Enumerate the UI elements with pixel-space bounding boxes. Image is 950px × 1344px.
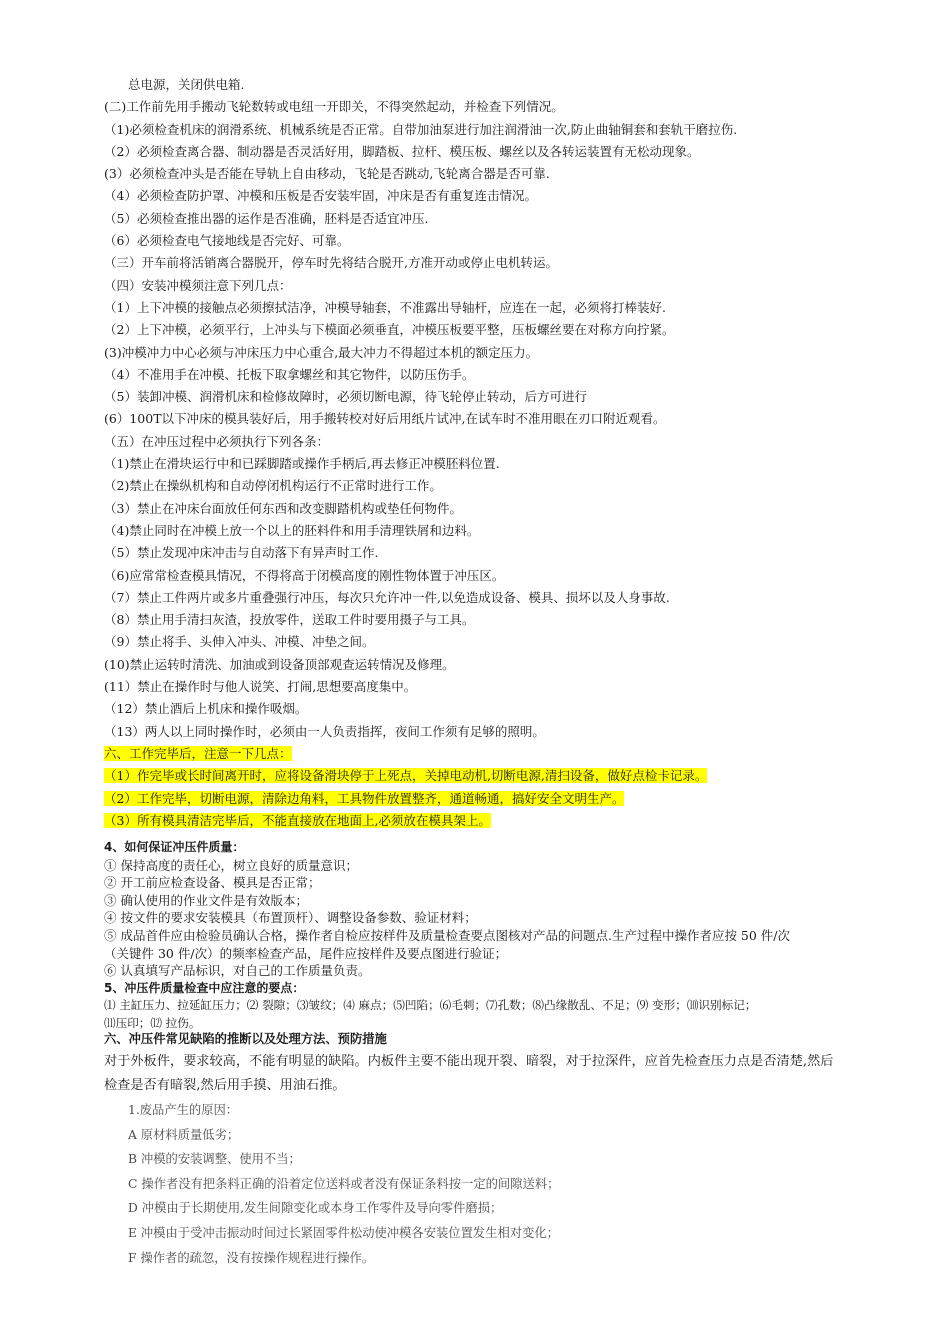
text-line — [104, 342, 864, 364]
line-text: （4）不准用手在冲模、托板下取拿螺丝和其它物件，以防压伤手。 — [104, 366, 475, 382]
list-item: A 原材料质量低劣； — [128, 1127, 240, 1142]
text-line: （关键件 30 件/次）的频率检查产品，尾件应按样件及要点图进行验证； — [104, 945, 508, 961]
line-text: （3）所有模具清洁完毕后，不能直接放在地面上,必须放在模具架上。 — [104, 812, 491, 828]
text-line — [104, 565, 864, 587]
highlighted-line — [104, 810, 864, 832]
text-line — [104, 676, 864, 698]
line-text: （三）开车前将活销离合器脱开，停车时先将结合脱开,方准开动或停止电机转运。 — [104, 255, 558, 271]
text-line — [104, 230, 864, 252]
text-line — [104, 252, 864, 274]
text-line — [104, 74, 864, 96]
text-line — [104, 631, 864, 653]
text-line — [104, 587, 864, 609]
text-line: ③ 确认使用的作业文件是有效版本； — [104, 892, 308, 908]
line-text: （1)禁止在滑块运行中和已踩脚踏或操作手柄后,再去修正冲模胚料位置. — [104, 456, 500, 472]
line-text: （四）安装冲模须注意下列几点： — [104, 277, 292, 293]
line-text: （5）必须检查推出器的运作是否准确，胚料是否适宜冲压. — [104, 210, 429, 226]
list-item: F 操作者的疏忽，没有按操作规程进行操作。 — [128, 1250, 375, 1265]
scrap-causes-list — [128, 1098, 848, 1270]
text-line — [104, 609, 864, 631]
text-line: ⑾压印；⑿ 拉伤。 — [104, 1015, 201, 1030]
line-text: （13）两人以上同时操作时，必须由一人负责指挥，夜间工作须有足够的照明。 — [104, 723, 545, 739]
text-line — [104, 297, 864, 319]
line-text: （9）禁止将手、头伸入冲头、冲模、冲垫之间。 — [104, 634, 375, 650]
defects-heading: 六、冲压件常见缺陷的推断以及处理方法、预防措施 — [104, 1032, 387, 1046]
safety-rules-section — [104, 74, 864, 832]
line-text: （7）禁止工件两片或多片重叠强行冲压，每次只允许冲一件,以免造成设备、模具、损坏以及人身事故. — [104, 589, 670, 605]
text-line — [104, 275, 864, 297]
text-line — [104, 408, 864, 430]
defects-section — [104, 1028, 864, 1098]
line-text: （3）禁止在冲床台面放任何东西和改变脚踏机构或垫任何物件。 — [104, 500, 462, 516]
line-text: （1)必须检查机床的润滑系统、机械系统是否正常。自带加油泵进行加注润滑油一次,防止曲轴铜套和套轨干磨拉伤. — [104, 121, 738, 137]
list-item: D 冲模由于长期使用,发生间隙变化或本身工作零件及导向零件磨损； — [128, 1201, 503, 1216]
line-text: (3)冲模冲力中心必须与冲床压力中心重合,最大冲力不得超过本机的额定压力。 — [104, 344, 539, 360]
line-text: (10)禁止运转时清洗、加油或到设备顶部观查运转情况及修理。 — [104, 656, 455, 672]
line-text: (3）必须检查冲头是否能在导轨上自由移动，飞轮是否跳动,飞轮离合器是否可靠. — [104, 166, 550, 182]
text-line — [104, 185, 864, 207]
list-item: C 操作者没有把条料正确的沿着定位送料或者没有保证条料按一定的间隙送料； — [128, 1176, 560, 1191]
section-heading: 5、冲压件质量检查中应注意的要点： — [104, 980, 305, 995]
text-line — [104, 431, 864, 453]
text-line: ② 开工前应检查设备、模具是否正常； — [104, 875, 321, 891]
line-text: （1）作完毕或长时间离开时，应将设备滑块停于上死点，关掉电动机,切断电源,清扫设备，做好点检卡记录。 — [104, 768, 708, 784]
text-line — [104, 721, 864, 743]
line-text: （5）禁止发现冲床冲击与自动落下有异声时工作. — [104, 545, 379, 561]
text-line — [104, 96, 864, 118]
list-item: 1.废品产生的原因： — [128, 1103, 239, 1117]
line-text: （5）装卸冲模、润滑机床和检修故障时，必须切断电源，待飞轮停止转动，后方可进行 — [104, 389, 587, 405]
text-line — [104, 654, 864, 676]
line-text: (6）100T以下冲床的模具装好后，用手搬转校对好后用纸片试冲,在试车时不准用眼在刃口附近观看。 — [104, 411, 666, 427]
line-text: (11）禁止在操作时与他人说笑、打闹,思想要高度集中。 — [104, 679, 417, 695]
text-line — [104, 119, 864, 141]
line-text: （2)禁止在操纵机构和自动停闭机构运行不正常时进行工作。 — [104, 478, 442, 494]
text-line — [104, 386, 864, 408]
line-text: （2）工作完毕，切断电源，清除边角料，工具物件放置整齐，通道畅通，搞好安全文明生产。 — [104, 790, 625, 806]
highlighted-line — [104, 788, 864, 810]
line-text: （2）必须检查离合器、制动器是否灵活好用，脚踏板、拉杆、模压板、螺丝以及各转运装置有无松动现象。 — [104, 143, 700, 159]
text-line — [104, 542, 864, 564]
highlighted-line — [104, 743, 864, 765]
line-text: 六、工作完毕后，注意一下几点： — [104, 745, 292, 761]
highlighted-line — [104, 765, 864, 787]
line-text: （6)应常常检查模具情况，不得将高于闭模高度的刚性物体置于冲压区。 — [104, 567, 505, 583]
line-text: （6）必须检查电气接地线是否完好、可靠。 — [104, 233, 350, 249]
text-line: ⑤ 成品首件应由检验员确认合格，操作者自检应按样件及质量检查要点图核对产品的问题点.生产过程中操作者应按 50 件/次 — [104, 927, 791, 943]
text-line — [104, 453, 864, 475]
list-item: E 冲模由于受冲击振动时间过长紧固零件松动使冲模各安装位置发生相对变化； — [128, 1225, 559, 1240]
text-line — [104, 520, 864, 542]
text-line — [104, 364, 864, 386]
text-line: ① 保持高度的责任心，树立良好的质量意识； — [104, 857, 358, 873]
paragraph-line: 检查是否有暗裂,然后用手摸、用油石推。 — [104, 1078, 346, 1093]
text-line: ⑥ 认真填写产品标识，对自己的工作质量负责。 — [104, 963, 371, 979]
line-text: （1）上下冲模的接触点必须擦拭洁净，冲模导轴套，不准露出导轴杆，应连在一起，必须将打棒装好. — [104, 299, 666, 315]
text-line — [104, 475, 864, 497]
line-text: （8）禁止用手清扫灰渣，投放零件，送取工件时要用摄子与工具。 — [104, 612, 475, 628]
line-text: （2）上下冲模，必须平行，上冲头与下模面必须垂直，冲模压板要平整，压板螺丝要在对称方向拧紧。 — [104, 322, 675, 338]
text-line — [104, 208, 864, 230]
list-item: B 冲模的安装调整、使用不当； — [128, 1152, 301, 1167]
paragraph-line: 对于外板件，要求较高，不能有明显的缺陷。内板件主要不能出现开裂、暗裂，对于拉深件，应首先检查压力点是否清楚,然后 — [104, 1054, 834, 1069]
text-line — [104, 319, 864, 341]
quality-section — [104, 839, 864, 1033]
text-line — [104, 498, 864, 520]
text-line: ④ 按文件的要求安装模具（布置顶杆）、调整设备参数、验证材料； — [104, 910, 477, 926]
line-text: （五）在冲压过程中必须执行下列各条： — [104, 433, 330, 449]
text-line — [104, 698, 864, 720]
text-line: ⑴ 主缸压力、拉延缸压力；⑵ 裂隙；⑶皱纹；⑷ 麻点；⑸凹陷；⑹毛刺；⑺孔数；⑻凸缘散乱、不足；⑼ 变形；⑽识别标记； — [104, 998, 757, 1013]
line-text: （4)禁止同时在冲模上放一个以上的胚料件和用手清理铁屑和边料。 — [104, 522, 480, 538]
line-text: (二)工作前先用手搬动飞轮数转或电纽一开即关，不得突然起动，并检查下列情况。 — [104, 99, 564, 115]
section-heading: 4、如何保证冲压件质量： — [104, 840, 245, 854]
text-line — [104, 163, 864, 185]
line-text: （4）必须检查防护罩、冲模和压板是否安装牢固，冲床是否有重复连击情况。 — [104, 188, 537, 204]
line-text: 总电源，关闭供电箱. — [128, 77, 245, 92]
text-line — [104, 141, 864, 163]
line-text: （12）禁止酒后上机床和操作吸烟。 — [104, 701, 308, 717]
